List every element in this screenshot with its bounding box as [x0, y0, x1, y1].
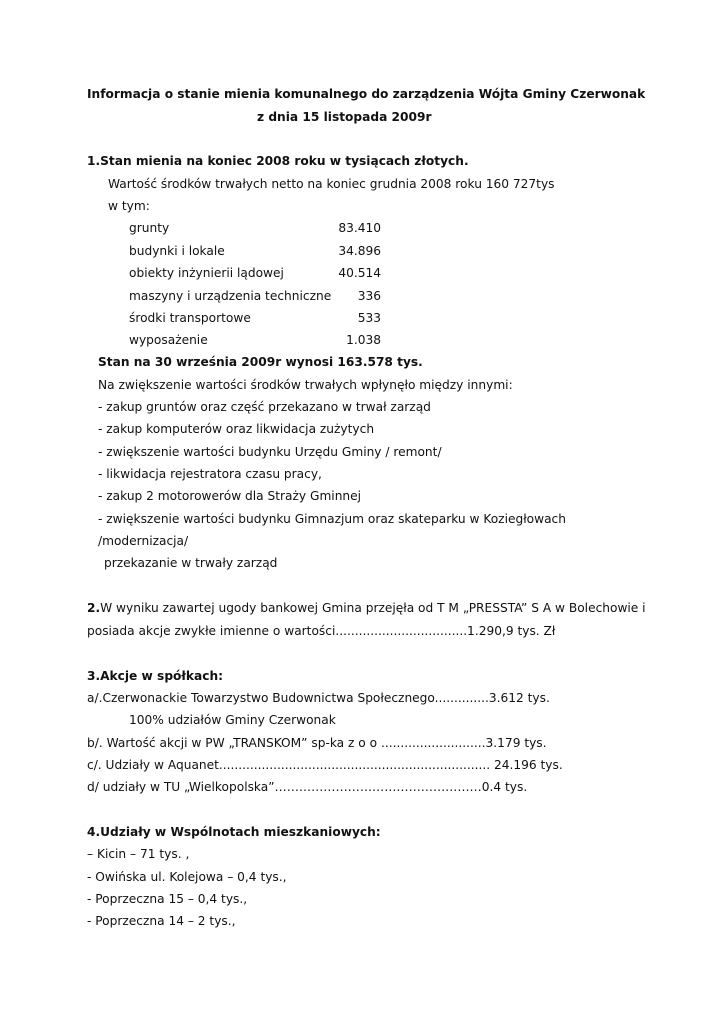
asset-label-obiekty: obiekty inżynierii lądowej	[129, 266, 284, 280]
asset-label-maszyny: maszyny i urządzenia techniczne	[129, 289, 332, 303]
asset-value-maszyny: 336	[357, 289, 381, 303]
asset-value-srodki-transportowe: 533	[357, 311, 381, 325]
section-3-heading: 3.Akcje w spółkach:	[87, 669, 224, 683]
section-3-line: a/.Czerwonackie Towarzystwo Budownictwa Społecznego..............3.612 tys.	[87, 691, 550, 705]
increase-item: - zwiększenie wartości budynku Gimnazjum oraz skateparku w Koziegłowach	[98, 512, 566, 526]
increase-item: - zakup gruntów oraz część przekazano w trwał zarząd	[98, 400, 431, 414]
increase-item: - zakup 2 motorowerów dla Straży Gminnej	[98, 489, 362, 503]
asset-label-grunty: grunty	[129, 221, 170, 235]
section-3-line: 100% udziałów Gminy Czerwonak	[129, 713, 336, 727]
increase-item: - likwidacja rejestratora czasu pracy,	[98, 467, 322, 481]
increase-item: /modernizacja/	[98, 534, 189, 548]
section-2-text: W wyniku zawartej ugody bankowej Gmina przejęła od T M „PRESSTA” S A w Bolechowie i	[100, 601, 646, 615]
increase-item: przekazanie w trwały zarząd	[104, 556, 278, 570]
title-line-1: Informacja o stanie mienia komunalnego do zarządzenia Wójta Gminy Czerwonak	[87, 87, 646, 101]
section-4-heading: 4.Udziały w Wspólnotach mieszkaniowych:	[87, 825, 381, 839]
section-2-line-2: posiada akcje zwykłe imienne o wartości..................................1.290,9 tys. Zł	[87, 624, 556, 638]
asset-value-grunty: 83.410	[338, 221, 381, 235]
section-2-number: 2.	[87, 601, 101, 615]
increase-item: - zakup komputerów oraz likwidacja zużytych	[98, 422, 375, 436]
asset-label-budynki: budynki i lokale	[129, 244, 225, 258]
asset-value-wyposazenie: 1.038	[346, 333, 381, 347]
section-4-line: - Owińska ul. Kolejowa – 0,4 tys.,	[87, 870, 287, 884]
asset-label-srodki-transportowe: środki transportowe	[129, 311, 251, 325]
increase-item: - zwiększenie wartości budynku Urzędu Gminy / remont/	[98, 445, 442, 459]
asset-value-obiekty: 40.514	[338, 266, 381, 280]
section-1-intro: w tym:	[108, 199, 150, 213]
section-1-heading: 1.Stan mienia na koniec 2008 roku w tysiącach złotych.	[87, 154, 469, 168]
section-2-line-1	[87, 600, 646, 616]
asset-label-wyposazenie: wyposażenie	[129, 333, 208, 347]
asset-value-budynki: 34.896	[338, 244, 381, 258]
section-4-line: - Poprzeczna 14 – 2 tys.,	[87, 914, 236, 928]
section-1-total: Wartość środków trwałych netto na koniec grudnia 2008 roku 160 727tys	[108, 177, 555, 191]
section-3-line: d/ udziały w TU „Wielkopolska”……………………………………………0.4 tys.	[87, 780, 528, 794]
section-3-line: c/. Udziały w Aquanet...................................................................... 24.196 tys.	[87, 758, 563, 772]
section-3-line: b/. Wartość akcji w PW „TRANSKOM” sp-ka z o o ...........................3.179 tys.	[87, 736, 547, 750]
section-1-increase-intro: Na zwiększenie wartości środków trwałych wpłynęło między innymi:	[98, 378, 513, 392]
title-line-2: z dnia 15 listopada 2009r	[257, 110, 432, 124]
section-4-line: - Poprzeczna 15 – 0,4 tys.,	[87, 892, 248, 906]
section-1-state: Stan na 30 września 2009r wynosi 163.578 tys.	[98, 355, 423, 369]
section-4-line: – Kicin – 71 tys. ,	[87, 847, 190, 861]
